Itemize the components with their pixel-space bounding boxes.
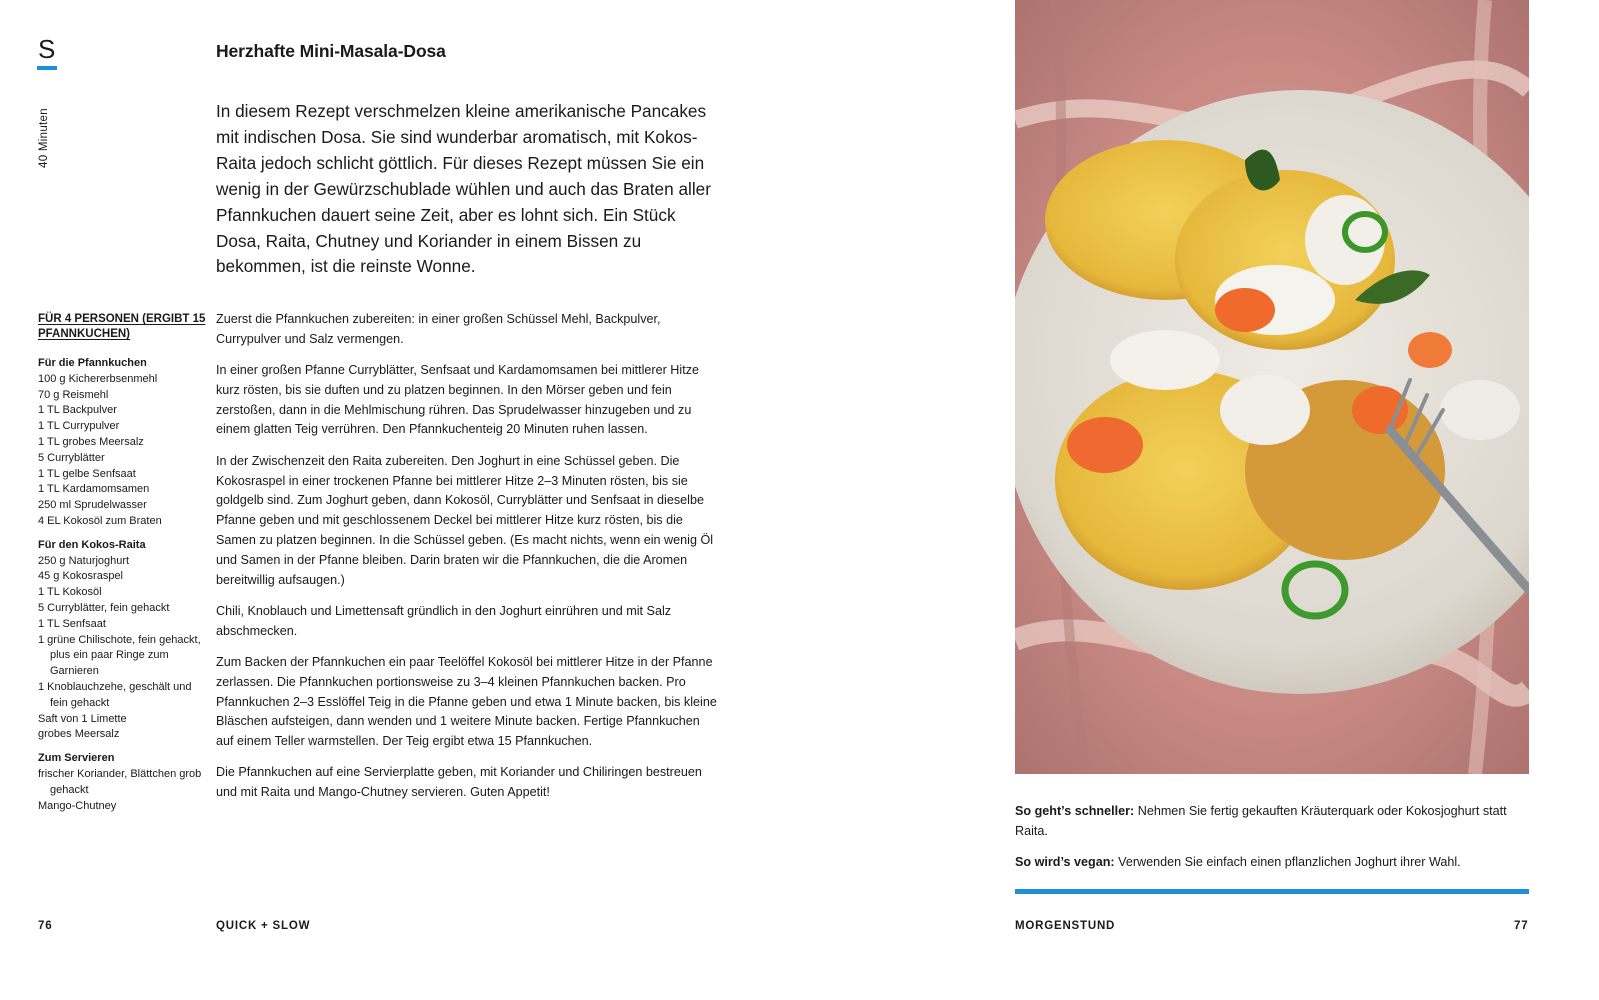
ingredient-item: 70 g Reismehl: [38, 388, 109, 401]
section-letter: S: [38, 34, 56, 64]
ingredient-item: 1 TL Kardamomsamen: [38, 483, 150, 496]
ingredient-item: 1 grüne Chilischote, fein gehackt, plus ein paar Ringe zum Garnieren: [38, 633, 201, 678]
ingredient-group: [38, 356, 208, 530]
chapter-title: MORGENSTUND: [1015, 920, 1116, 932]
ingredients-list: [38, 312, 208, 822]
ingredient-item: Saft von 1 Limette: [38, 712, 127, 725]
ingredient-item: 4 EL Kokosöl zum Braten: [38, 514, 162, 527]
preparation-time: 40 Minuten: [38, 108, 50, 168]
ingredient-group-title: Für die Pfannkuchen: [38, 357, 147, 369]
ingredient-item: 100 g Kichererbsenmehl: [38, 372, 158, 385]
ingredient-item: 1 TL gelbe Senfsaat: [38, 467, 136, 480]
ingredient-item: 1 TL grobes Meersalz: [38, 435, 144, 448]
page-number-left: 76: [38, 920, 53, 932]
ingredient-items: [38, 554, 208, 744]
tip-text: Verwenden Sie einfach einen pflanzlichen Joghurt ihrer Wahl.: [1114, 855, 1461, 870]
ingredient-item: 1 TL Kokosöl: [38, 586, 102, 599]
recipe-title: Herzhafte Mini-Masala-Dosa: [216, 41, 446, 61]
dish-photo-illustration: [1015, 0, 1529, 774]
method-step: In der Zwischenzeit den Raita zubereiten. Den Joghurt in eine Schüssel geben. Die Kokosraspel in einer trockenen Pfanne bei mittlerer Hitze 2–3 Minuten rösten, bis sie goldgelb sind. Zum Joghurt geben, dann Kokosöl, Curryblätter und Senfsaat in dieselbe Pfanne geben und mit geschlossenem Deckel bei mittlerer Hitze kurz rösten, bis die Samen zu platzen beginnen. In die Schüssel geben. (Es macht nichts, wenn ein wenig Öl und Samen in der Pfanne bleiben. Darin braten wir die Pfannkuchen, die die Aromen bereitwillig aufsaugen.): [216, 453, 714, 587]
ingredient-item: 1 TL Backpulver: [38, 404, 117, 417]
ingredient-group-title: Zum Servieren: [38, 752, 115, 765]
ingredient-item: 250 ml Sprudelwasser: [38, 499, 147, 512]
method-step: Chili, Knoblauch und Limettensaft gründlich in den Joghurt einrühren und mit Salz abschmecken.: [216, 603, 672, 638]
ingredient-item: 45 g Kokosraspel: [38, 570, 123, 583]
recipe-tips: [1015, 802, 1529, 884]
tip: [1015, 853, 1529, 873]
section-letter-underline: [37, 66, 57, 70]
method-step: Die Pfannkuchen auf eine Servierplatte geben, mit Koriander und Chiliringen bestreuen und mit Raita und Mango-Chutney servieren. Guten Appetit!: [216, 765, 702, 800]
servings-heading: FÜR 4 PERSONEN (ERGIBT 15 PFANNKUCHEN): [38, 313, 206, 340]
page-number-right: 77: [1514, 920, 1529, 932]
ingredient-group: [38, 538, 208, 743]
ingredient-item: 1 TL Senfsaat: [38, 617, 106, 630]
book-title: QUICK + SLOW: [216, 920, 311, 932]
tip-label: So wird’s vegan:: [1015, 855, 1115, 870]
right-page: [800, 0, 1599, 1000]
accent-rule: [1015, 889, 1529, 894]
tip-text: Nehmen Sie fertig gekauften Kräuterquark oder Kokosjoghurt statt Raita.: [1015, 804, 1507, 838]
recipe-intro: In diesem Rezept verschmelzen kleine amerikanische Pancakes mit indischen Dosa. Sie sind wunderbar aromatisch, mit Kokos-Raita jedoch schlicht göttlich. Für dieses Rezept müssen Sie ein wenig in der Gewürzschublade wühlen und auch das Braten aller Pfannkuchen dauert seine Zeit, aber es lohnt sich. Ein Stück Dosa, Raita, Chutney und Koriander in einem Bissen zu bekommen, ist die reinste Wonne.: [216, 101, 711, 277]
method-step: Zuerst die Pfannkuchen zubereiten: in einer großen Schüssel Mehl, Backpulver, Currypulver und Salz vermengen.: [216, 312, 661, 346]
method-step: In einer großen Pfanne Curryblätter, Senfsaat und Kardamomsamen bei mittlerer Hitze kurz rösten, bis sie duften und zu platzen beginnen. In den Mörser geben und fein zerstoßen, dann in die Mehlmischung rühren. Das Sprudelwasser hinzugeben und zu einem glatten Teig verrühren. Den Pfannkuchenteig 20 Minuten ruhen lassen.: [216, 363, 699, 437]
method-steps: [216, 310, 718, 815]
ingredient-item: frischer Koriander, Blättchen grob gehackt: [38, 767, 202, 796]
ingredient-item: 1 TL Currypulver: [38, 420, 120, 433]
tip-label: So geht’s schneller:: [1015, 804, 1135, 818]
ingredient-group: [38, 751, 208, 814]
dish-photo: [1015, 0, 1529, 774]
ingredient-item: 5 Curryblätter: [38, 451, 105, 464]
ingredient-item: grobes Meersalz: [38, 728, 120, 741]
method-step: Zum Backen der Pfannkuchen ein paar Teelöffel Kokosöl bei mittlerer Hitze in der Pfanne zerlassen. Die Pfannkuchen portionsweise zu 3–4 kleinen Pfannkuchen backen. Pro Pfannkuchen 2–3 Esslöffel Teig in die Pfanne geben und etwa 1 Minute backen, bis kleine Bläschen aufsteigen, dann wenden und 1 weitere Minute backen. Fertige Pfannkuchen auf einem Teller warmstellen. Der Teig ergibt etwa 15 Pfannkuchen.: [216, 654, 717, 749]
ingredient-item: 250 g Naturjoghurt: [38, 554, 130, 567]
ingredient-items: [38, 372, 208, 530]
ingredient-item: Mango-Chutney: [38, 799, 117, 812]
ingredient-item: 5 Curryblätter, fein gehackt: [38, 601, 170, 614]
tip: [1015, 802, 1529, 842]
ingredient-item: 1 Knoblauchzehe, geschält und fein gehackt: [38, 680, 192, 709]
ingredient-items: [38, 767, 208, 814]
ingredient-group-title: Für den Kokos-Raita: [38, 538, 146, 551]
